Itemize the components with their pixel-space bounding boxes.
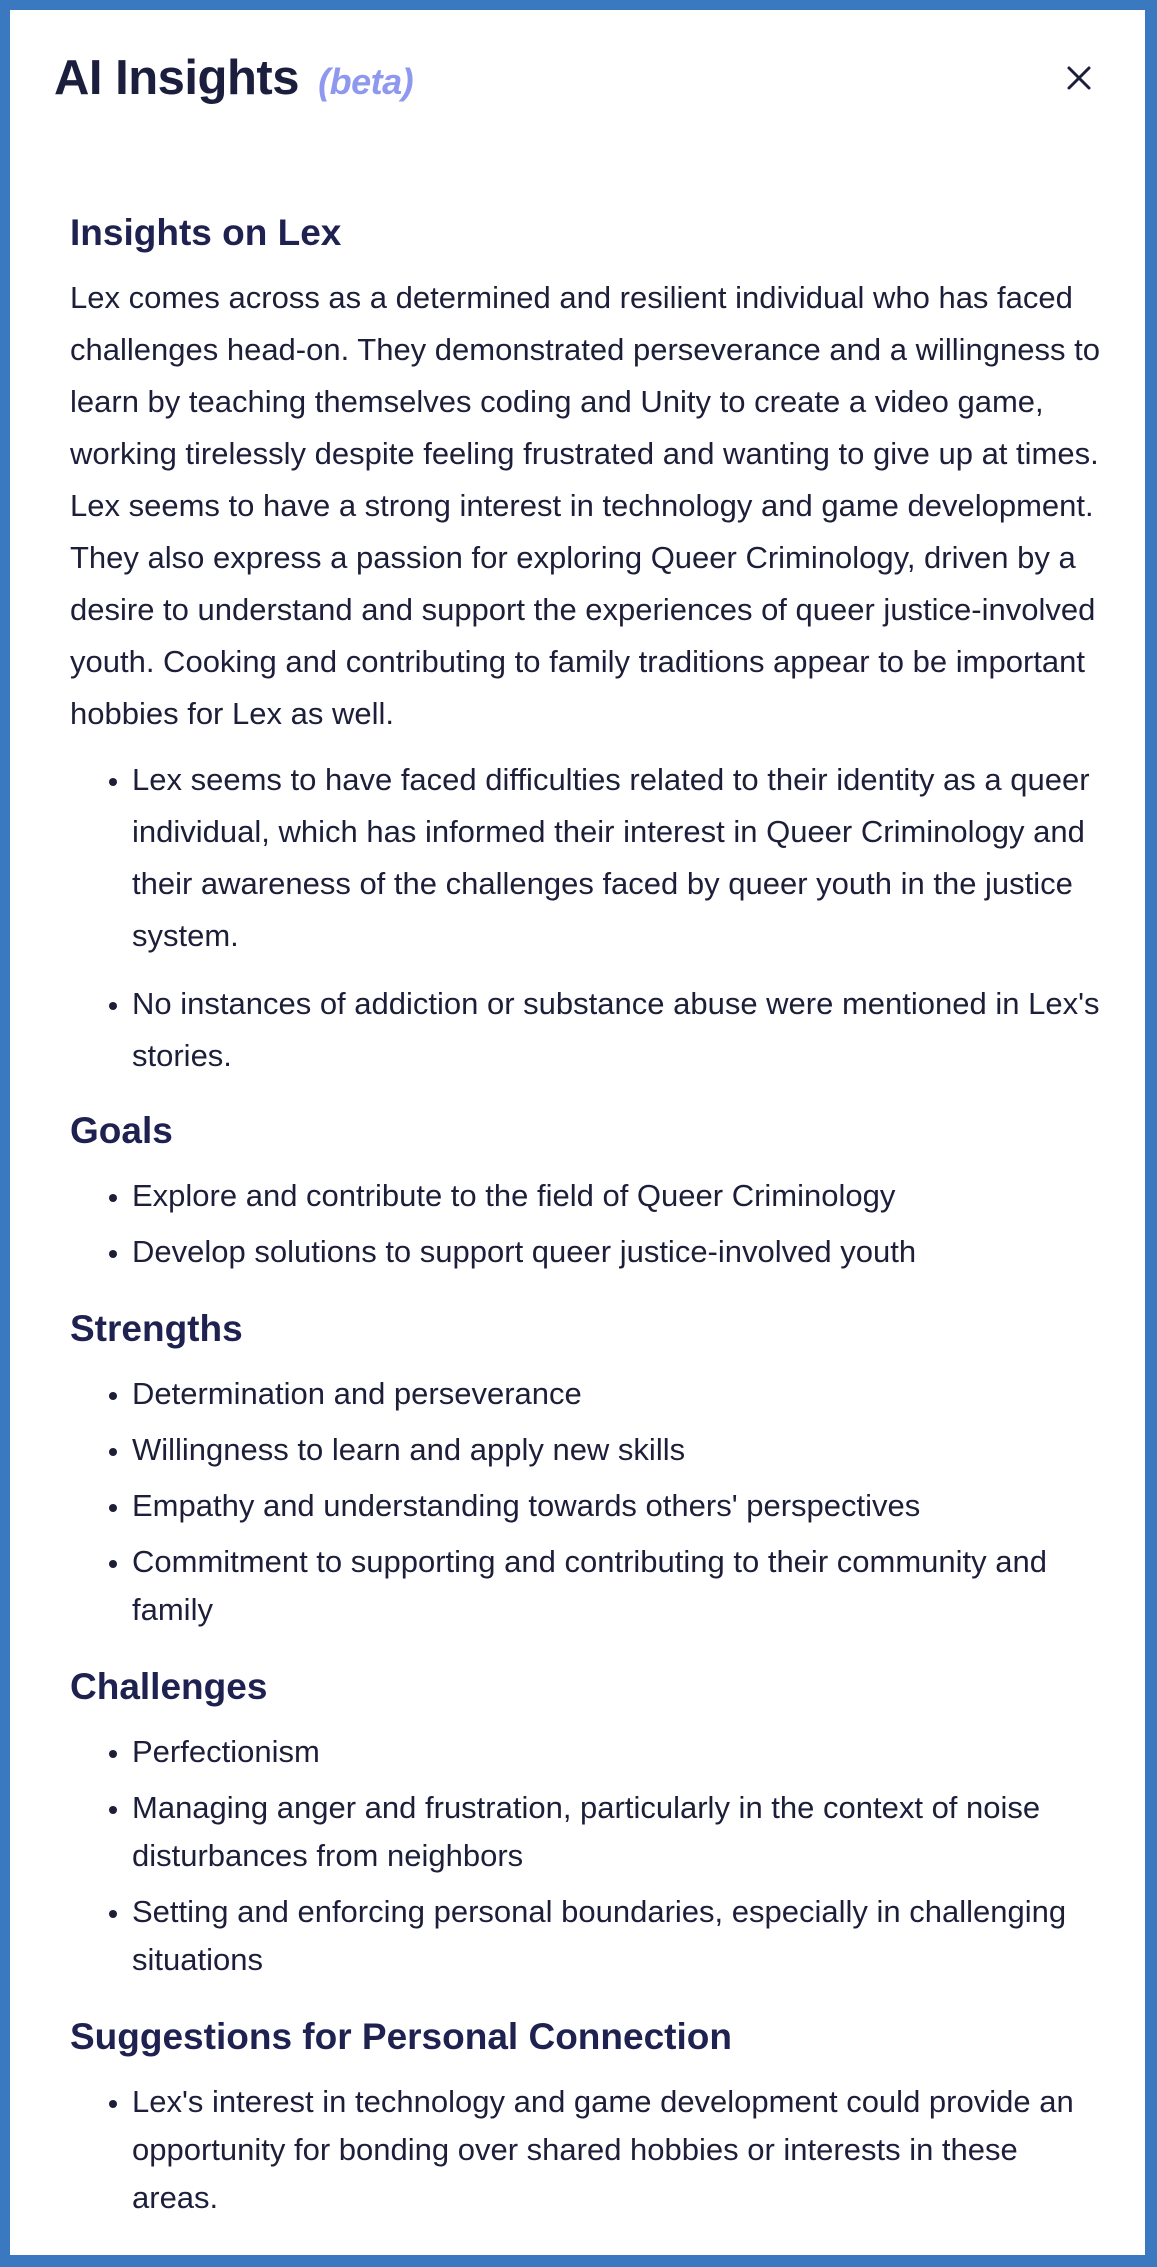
insights-heading: Insights on Lex <box>70 212 342 253</box>
goals-heading: Goals <box>70 1110 173 1151</box>
list-item: • Managing anger and frustration, particularly in the context of noise disturbances from neighbors <box>132 1784 1105 1880</box>
suggestions-heading: Suggestions for Personal Connection <box>70 2016 732 2057</box>
strengths-list <box>70 1370 1105 1634</box>
challenges-list <box>70 1728 1105 1984</box>
list-item: • Commitment to supporting and contributing to their community and family <box>132 1538 1105 1634</box>
insights-bullet-list <box>70 754 1105 1082</box>
list-item: • Perfectionism <box>132 1728 1105 1776</box>
list-item: • Willingness to learn and apply new skills <box>132 1426 1105 1474</box>
panel-header <box>54 48 1105 108</box>
list-item: • Explore and contribute to the field of Queer Criminology <box>132 1172 1105 1220</box>
goals-list <box>70 1172 1105 1276</box>
beta-label: (beta) <box>318 61 414 102</box>
list-item: • Develop solutions to support queer justice-involved youth <box>132 1228 1105 1276</box>
suggestions-list <box>70 2078 1105 2222</box>
close-button[interactable] <box>1059 58 1099 98</box>
close-icon <box>1059 58 1099 98</box>
challenges-heading: Challenges <box>70 1666 268 1707</box>
list-item: • Determination and perseverance <box>132 1370 1105 1418</box>
insights-summary: Lex comes across as a determined and resilient individual who has faced challenges head-on. They demonstrated perseverance and a willingness to learn by teaching themselves coding and Unity to create a video game, working tirelessly despite feeling frustrated and wanting to give up at times. Lex seems to have a strong interest in technology and game development. They also express a passion for exploring Queer Criminology, driven by a desire to understand and support the experiences of queer justice-involved youth. Cooking and contributing to family traditions appear to be important hobbies for Lex as well. <box>70 280 1100 731</box>
list-item: • No instances of addiction or substance abuse were mentioned in Lex's stories. <box>132 978 1105 1082</box>
list-item: • Empathy and understanding towards others' perspectives <box>132 1482 1105 1530</box>
insights-content <box>70 210 1105 2230</box>
list-item: • Lex seems to have faced difficulties related to their identity as a queer individual, which has informed their interest in Queer Criminology and their awareness of the challenges faced by queer youth in the justice system. <box>132 754 1105 962</box>
panel-title <box>54 48 1105 112</box>
title-text: AI Insights <box>54 51 299 105</box>
list-item: • Setting and enforcing personal boundaries, especially in challenging situations <box>132 1888 1105 1984</box>
strengths-heading: Strengths <box>70 1308 243 1349</box>
list-item: • Lex's interest in technology and game development could provide an opportunity for bonding over shared hobbies or interests in these areas. <box>132 2078 1105 2222</box>
